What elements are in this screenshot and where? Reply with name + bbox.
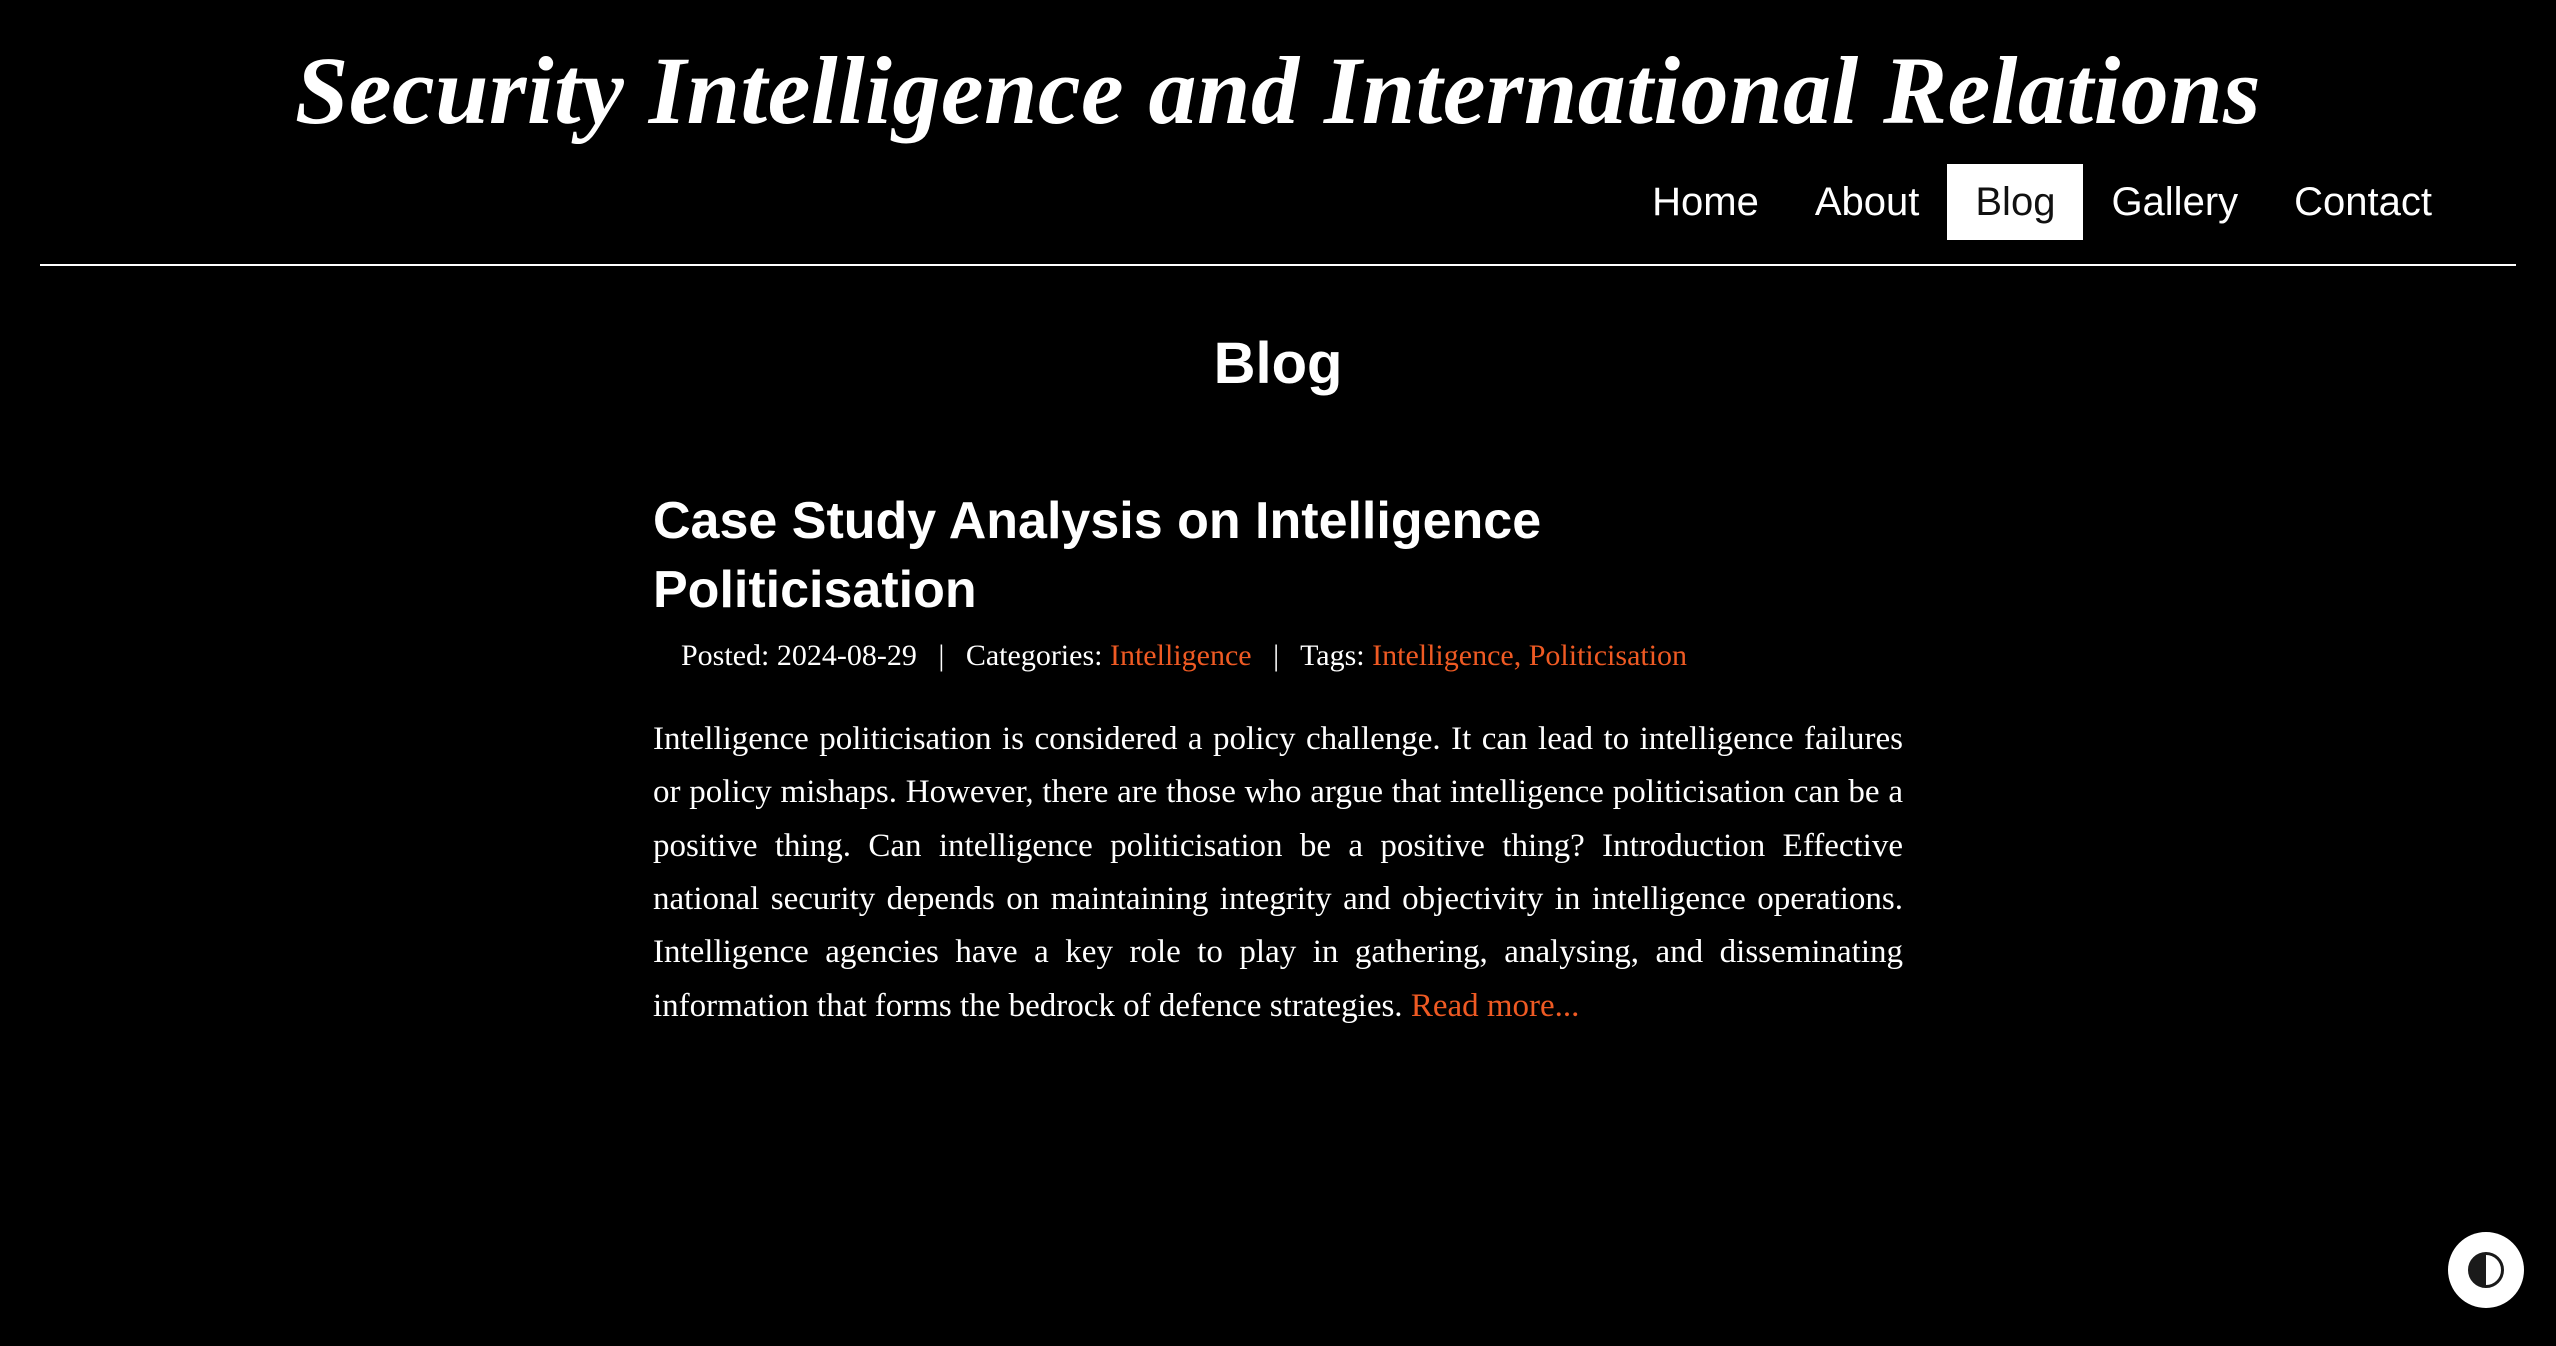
nav-item-gallery[interactable] [2083, 164, 2266, 240]
nav-link-gallery[interactable]: Gallery [2111, 179, 2239, 224]
contrast-icon [2468, 1252, 2504, 1288]
blog-post-item [653, 487, 1903, 1033]
tag-link-intelligence[interactable]: Intelligence, [1372, 638, 1522, 672]
nav-item-home[interactable] [1624, 164, 1787, 240]
nav-list [1624, 164, 2460, 240]
meta-separator-one: | [938, 638, 945, 672]
meta-separator-two: | [1273, 638, 1280, 672]
post-excerpt-text: Intelligence politicisation is considered a policy challenge. It can lead to intelligence failures or policy mishaps. However, there are those who argue that intelligence politicisation can be a positive thing. Can intelligence politicisation be a positive thing? Introduction Effective national security depends on maintaining integrity and objectivity in intelligence operations. Intelligence agencies have a key role to play in gathering, analysing, and disseminating information that forms the bedrock of defence strategies. [653, 720, 1903, 1024]
nav-item-about[interactable] [1787, 164, 1948, 240]
nav-link-contact[interactable]: Contact [2294, 179, 2432, 224]
post-title-link[interactable]: Case Study Analysis on Intelligence Politicisation [653, 492, 1542, 620]
post-date: Posted: 2024-08-29 [681, 638, 917, 672]
read-more-link[interactable]: Read more... [1410, 987, 1580, 1024]
contrast-toggle-button[interactable] [2448, 1232, 2524, 1308]
post-meta [681, 639, 1903, 673]
nav-link-home[interactable]: Home [1652, 179, 1759, 224]
site-header [0, 0, 2556, 266]
main-content [0, 266, 2556, 1034]
nav-link-blog[interactable]: Blog [1947, 164, 2083, 240]
page-title: Blog [1213, 330, 1343, 396]
nav-link-about[interactable]: About [1814, 179, 1920, 224]
nav-item-contact[interactable] [2266, 164, 2460, 240]
tags-label: Tags: [1300, 638, 1365, 672]
site-title: Security Intelligence and International Relations [294, 37, 2262, 144]
nav-item-blog[interactable] [1947, 164, 2083, 240]
category-link-intelligence[interactable]: Intelligence [1109, 638, 1252, 672]
main-navigation [0, 164, 2556, 240]
categories-label: Categories: [965, 638, 1103, 672]
post-excerpt [653, 713, 1903, 1034]
tag-link-politicisation[interactable]: Politicisation [1528, 638, 1688, 672]
